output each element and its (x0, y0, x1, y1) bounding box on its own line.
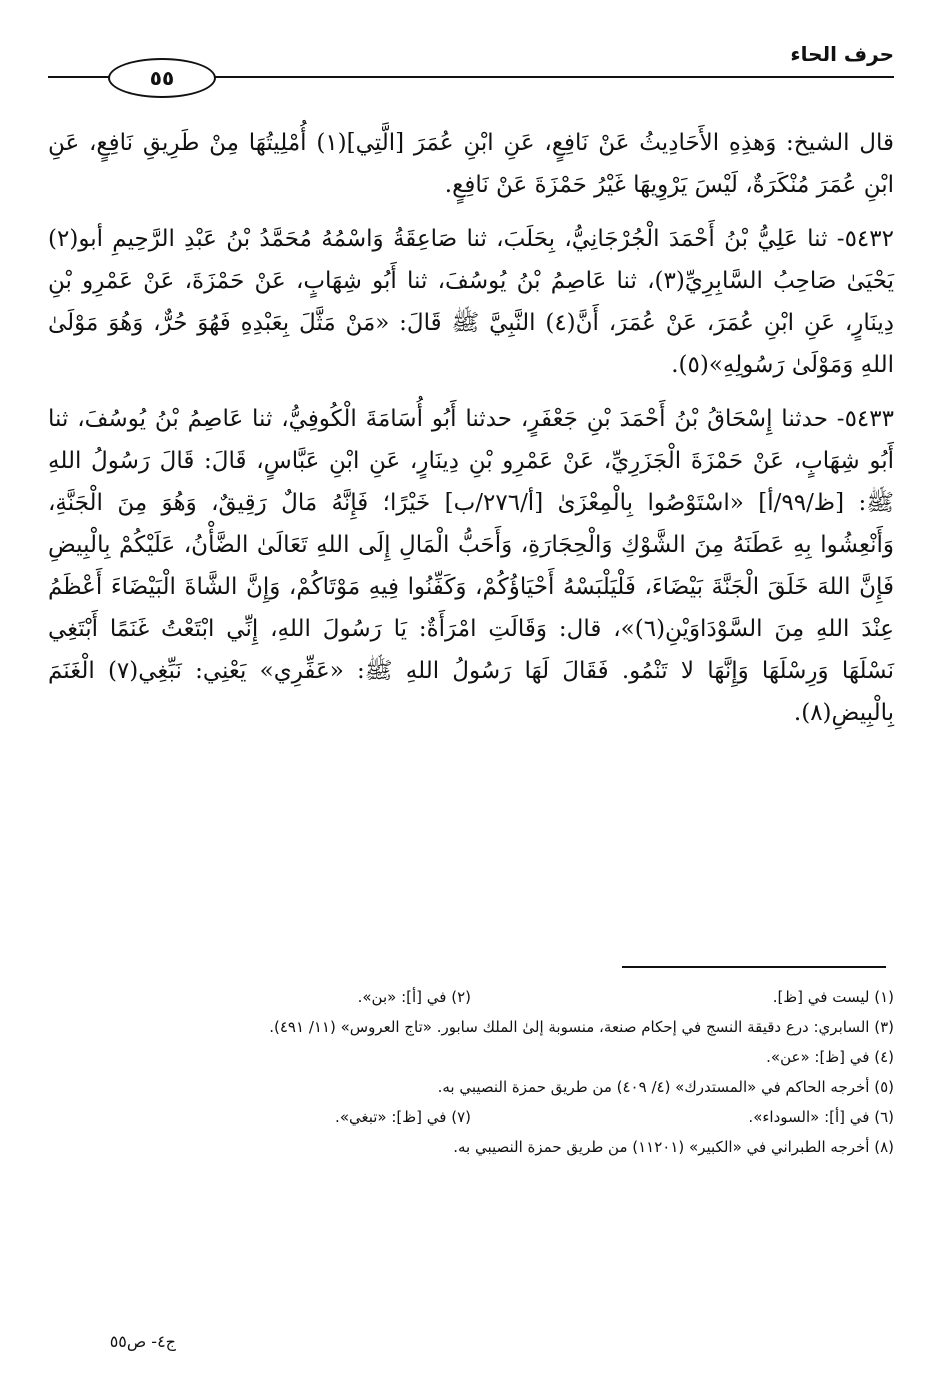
footnote-6: (٦) في [أ]: «السوداء». (748, 1108, 894, 1126)
footnote-7: (٧) في [ظ]: «تبغي». (335, 1108, 471, 1126)
footnote-3: (٣) السابري: درع دقيقة النسج في إحكام صنعة، منسوبة إلىٰ الملك سابور. «تاج العروس» (١١/ ٤٩١). (269, 1018, 894, 1036)
footnote-row (48, 1072, 894, 1102)
paragraph-hadith-5433: ٥٤٣٣- حدثنا إِسْحَاقُ بْنُ أَحْمَدَ بْنِ جَعْفَرٍ، حدثنا أَبُو أُسَامَةَ الْكُوفِيُّ، ثنا عَاصِمُ بْنُ يُوسُفَ، ثنا أَبُو شِهَابٍ، عَنْ حَمْزَةَ الْجَزَرِيِّ، عَنْ عَمْرِو بْنِ دِينَارٍ، عَنِ ابْنِ عَبَّاسٍ، قَالَ: قَالَ رَسُولُ اللهِ ﷺ: [ظ/٩٩/أ] «اسْتَوْصُوا بِالْمِعْزَىٰ [أ/٢٧٦/ب] خَيْرًا؛ فَإِنَّهُ مَالٌ رَقِيقٌ، وَهُوَ مِنَ الْجَنَّةِ، وَأَنْعِشُوا بِهِ عَطَنَهُ مِنَ الشَّوْكِ وَالْحِجَارَةِ، وَأَحَبُّ الْمَالِ إِلَى اللهِ تَعَالَىٰ الضَّأْنُ، عَلَيْكُمْ بِالْبِيضِ فَإِنَّ اللهَ خَلَقَ الْجَنَّةَ بَيْضَاءَ، فَلْيَلْبَسْهُ أَحْيَاؤُكُمْ، وَكَفِّنُوا فِيهِ مَوْتَاكُمْ، وَإِنَّ الشَّاةَ الْبَيْضَاءَ أَعْظَمُ عِنْدَ اللهِ مِنَ السَّوْدَاوَيْنِ(٦)»، قال: وَقَالَتِ امْرَأَةٌ: يَا رَسُولَ اللهِ، إِنِّي ابْتَعْتُ غَنَمًا أَبْتَغِي نَسْلَهَا وَرِسْلَهَا وَإِنَّهَا لا تَنْمُو. فَقَالَ لَهَا رَسُولُ اللهِ ﷺ: «عَفِّرِي» يَعْنِي: نَبِّغِي(٧) الْغَنَمَ بِالْبِيضِ(٨). (48, 406, 895, 726)
main-text (48, 122, 894, 746)
footnote-4: (٤) في [ظ]: «عن». (766, 1048, 894, 1066)
footnote-2: (٢) في [أ]: «بن». (357, 988, 471, 1006)
footnote-1: (١) ليست في [ظ]. (772, 988, 894, 1006)
page-number-badge: ٥٥ (108, 58, 216, 98)
chapter-title: حرف الحاء (790, 42, 894, 66)
footnote-row (48, 1042, 894, 1072)
footnote-5: (٥) أخرجه الحاكم في «المستدرك» (٤/ ٤٠٩) من طريق حمزة النصيبي به. (437, 1078, 894, 1096)
footnote-row (48, 1012, 894, 1042)
footnote-row (48, 982, 894, 1012)
footnote-8: (٨) أخرجه الطبراني في «الكبير» (١١٢٠١) من طريق حمزة النصيبي به. (453, 1138, 894, 1156)
footnote-divider (622, 966, 886, 968)
footnote-row (48, 1132, 894, 1162)
page-header (48, 36, 894, 96)
paragraph-hadith-5432: ٥٤٣٢- ثنا عَلِيُّ بْنُ أَحْمَدَ الْجُرْجَانِيُّ، بِحَلَبَ، ثنا صَاعِقَةُ وَاسْمُهُ مُحَمَّدُ بْنُ عَبْدِ الرَّحِيمِ أبو(٢) يَحْيَىٰ صَاحِبُ السَّابِرِيِّ(٣)، ثنا عَاصِمُ بْنُ يُوسُفَ، ثنا أَبُو شِهَابٍ، عَنْ حَمْزَةَ، عَنْ عَمْرِو بْنِ دِينَارٍ، عَنِ ابْنِ عُمَرَ، عَنْ عُمَرَ، أَنَّ(٤) النَّبِيَّ ﷺ قَالَ: «مَنْ مَثَّلَ بِعَبْدِهِ فَهُوَ حُرٌّ، وَهُوَ مَوْلَىٰ اللهِ وَمَوْلَىٰ رَسُولِهِ»(٥). (48, 226, 895, 378)
paragraph-sheikh-comment: قال الشيخ: وَهذِهِ الأَحَادِيثُ عَنْ نَافِعٍ، عَنِ ابْنِ عُمَرَ [الَّتِي](١) أُمْلِيتُهَا مِنْ طَرِيقِ نَافِعٍ، عَنِ ابْنِ عُمَرَ مُنْكَرَةٌ، لَيْسَ يَرْوِيهَا غَيْرُ حَمْزَةَ عَنْ نَافِعٍ. (48, 130, 894, 198)
footnote-row (48, 1102, 894, 1132)
volume-page-label: ج٤- ص٥٥ (109, 1332, 176, 1351)
footnotes (48, 982, 894, 1162)
